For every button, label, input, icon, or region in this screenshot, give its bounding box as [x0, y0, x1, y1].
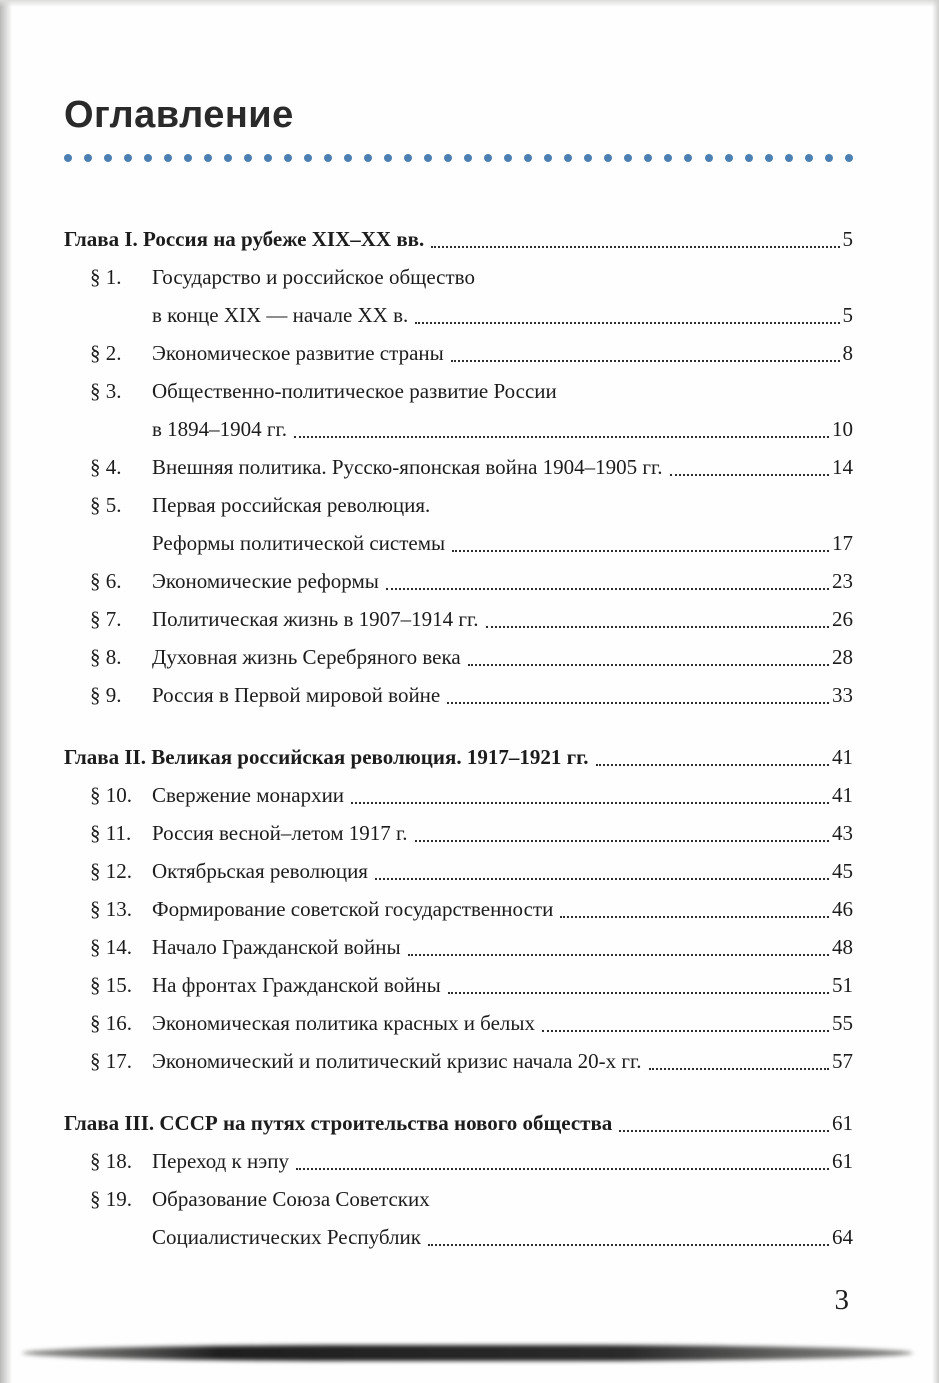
entry-title: Экономические реформы — [152, 569, 379, 593]
entry-line — [152, 676, 853, 714]
decorative-dot — [64, 154, 72, 162]
entry-line — [152, 1142, 853, 1180]
dot-leader — [428, 1244, 829, 1246]
entry-title: Экономический и политический кризис начала 20-х гг. — [152, 1049, 642, 1073]
dot-leader — [452, 550, 829, 552]
entry-line — [152, 1180, 853, 1218]
dot-leader — [415, 840, 830, 842]
entry-title: Социалистических Республик — [152, 1225, 421, 1249]
dot-leader — [560, 916, 829, 918]
page-bottom-shadow — [22, 1345, 913, 1361]
entry-title: Духовная жизнь Серебряного века — [152, 645, 461, 669]
dot-leader — [408, 954, 829, 956]
entry-number: § 15. — [90, 973, 132, 997]
entry-body — [152, 890, 853, 928]
entry-line — [152, 852, 853, 890]
dot-leader — [542, 1030, 829, 1032]
entry-body — [152, 928, 853, 966]
entry-line — [152, 928, 853, 966]
decorative-dot — [805, 154, 813, 162]
dot-leader — [447, 702, 829, 704]
toc-chapter — [64, 220, 853, 714]
decorative-dot — [684, 154, 692, 162]
entry-number: § 19. — [90, 1187, 132, 1211]
entry-number: § 16. — [90, 1011, 132, 1035]
entry-body — [152, 776, 853, 814]
entry-page-number: 43 — [832, 821, 853, 845]
entry-page-number: 48 — [832, 935, 853, 959]
entry-line — [152, 776, 853, 814]
entry-body — [152, 676, 853, 714]
entry-line — [152, 372, 853, 410]
decorative-dot — [404, 154, 412, 162]
entry-line — [152, 1042, 853, 1080]
toc-entry — [90, 890, 853, 928]
chapter-page-number: 61 — [832, 1111, 853, 1135]
entry-title: Реформы политической системы — [152, 531, 446, 555]
entry-title: Россия в Первой мировой войне — [152, 683, 441, 707]
entry-line — [152, 448, 853, 486]
toc-entry — [90, 334, 853, 372]
entry-line — [152, 966, 853, 1004]
entry-line — [152, 562, 853, 600]
entry-line — [152, 638, 853, 676]
toc-entry — [90, 600, 853, 638]
entry-body — [152, 258, 853, 334]
toc-entry — [90, 776, 853, 814]
entry-line — [152, 258, 853, 296]
decorative-dot — [264, 154, 272, 162]
dot-leader — [415, 322, 839, 324]
dot-leader — [486, 626, 830, 628]
toc-chapter — [64, 738, 853, 1080]
toc-entry — [90, 258, 853, 334]
entry-page-number: 28 — [832, 645, 853, 669]
entry-page-number: 55 — [832, 1011, 853, 1035]
decorative-dot — [184, 154, 192, 162]
entry-body — [152, 600, 853, 638]
decorative-dot — [504, 154, 512, 162]
dot-leader — [468, 664, 829, 666]
entry-body — [152, 638, 853, 676]
decorative-dot — [344, 154, 352, 162]
entry-page-number: 46 — [832, 897, 853, 921]
entry-page-number: 51 — [832, 973, 853, 997]
chapter-heading — [64, 1104, 853, 1142]
entry-body — [152, 562, 853, 600]
entry-number: § 17. — [90, 1049, 132, 1073]
decorative-dot — [244, 154, 252, 162]
entry-line — [152, 296, 853, 334]
entry-body — [152, 486, 853, 562]
toc-entry — [90, 966, 853, 1004]
entry-line — [152, 890, 853, 928]
decorative-dot — [284, 154, 292, 162]
decorative-dot — [624, 154, 632, 162]
entry-title: Первая российская революция. — [152, 493, 431, 517]
decorative-dot — [705, 154, 713, 162]
entry-body — [152, 334, 853, 372]
toc-entry — [90, 1142, 853, 1180]
dot-leader — [375, 878, 829, 880]
dot-leader — [448, 992, 829, 994]
entry-body — [152, 1180, 853, 1256]
entry-body — [152, 1142, 853, 1180]
toc-entry — [90, 486, 853, 562]
chapter-heading-label: Глава III. СССР на путях строительства нового общества — [64, 1111, 613, 1135]
entry-line — [152, 814, 853, 852]
dot-leader — [431, 246, 839, 248]
toc-entry — [90, 448, 853, 486]
entry-page-number: 26 — [832, 607, 853, 631]
entry-body — [152, 814, 853, 852]
entry-number: § 7. — [90, 607, 122, 631]
dot-leader — [351, 802, 829, 804]
scan-edge-right — [932, 0, 939, 1383]
chapter-heading-label: Глава I. Россия на рубеже XIX–XX вв. — [64, 227, 425, 251]
entry-number: § 5. — [90, 493, 122, 517]
toc-chapter — [64, 1104, 853, 1256]
toc-entry — [90, 562, 853, 600]
decorative-dot — [484, 154, 492, 162]
entry-body — [152, 1042, 853, 1080]
entry-title: Экономическое развитие страны — [152, 341, 444, 365]
toc-entry — [90, 638, 853, 676]
decorative-dot — [364, 154, 372, 162]
toc-entry — [90, 814, 853, 852]
entry-page-number: 17 — [832, 531, 853, 555]
page-title: Оглавление — [64, 94, 294, 136]
entry-title: в конце XIX — начале XX в. — [152, 303, 409, 327]
decorative-dot — [84, 154, 92, 162]
entry-number: § 3. — [90, 379, 122, 403]
entry-title: Общественно-политическое развитие России — [152, 379, 557, 403]
entry-line — [152, 410, 853, 448]
entry-line — [152, 524, 853, 562]
decorative-dot — [584, 154, 592, 162]
entry-line — [152, 334, 853, 372]
scan-edge-top — [0, 0, 939, 7]
entry-number: § 14. — [90, 935, 132, 959]
entry-page-number: 23 — [832, 569, 853, 593]
decorative-dot — [304, 154, 312, 162]
dot-leader — [619, 1130, 829, 1132]
decorative-dot — [124, 154, 132, 162]
decorative-dot — [384, 154, 392, 162]
entry-body — [152, 966, 853, 1004]
entry-line — [152, 1218, 853, 1256]
entry-title: Начало Гражданской войны — [152, 935, 401, 959]
toc-entry — [90, 928, 853, 966]
title-dots — [64, 154, 853, 162]
entry-number: § 10. — [90, 783, 132, 807]
toc-entry — [90, 1042, 853, 1080]
folio-page-number: 3 — [834, 1284, 849, 1316]
chapter-page-number: 5 — [842, 227, 853, 251]
chapter-heading-label: Глава II. Великая российская революция. 1917–1921 гг. — [64, 745, 589, 769]
decorative-dot — [765, 154, 773, 162]
toc-entry — [90, 1004, 853, 1042]
entry-page-number: 14 — [832, 455, 853, 479]
decorative-dot — [845, 154, 853, 162]
entry-number: § 13. — [90, 897, 132, 921]
dot-leader — [596, 764, 829, 766]
decorative-dot — [544, 154, 552, 162]
decorative-dot — [785, 154, 793, 162]
entry-title: Экономическая политика красных и белых — [152, 1011, 536, 1035]
entry-number: § 11. — [90, 821, 132, 845]
entry-number: § 8. — [90, 645, 122, 669]
toc-entry — [90, 1180, 853, 1256]
dot-leader — [649, 1068, 830, 1070]
decorative-dot — [664, 154, 672, 162]
decorative-dot — [464, 154, 472, 162]
toc-entry — [90, 852, 853, 890]
entry-title: На фронтах Гражданской войны — [152, 973, 441, 997]
entry-title: Государство и российское общество — [152, 265, 475, 289]
decorative-dot — [745, 154, 753, 162]
chapter-heading — [64, 738, 853, 776]
toc-entry — [90, 372, 853, 448]
dot-leader — [670, 474, 829, 476]
entry-body — [152, 448, 853, 486]
entry-page-number: 45 — [832, 859, 853, 883]
decorative-dot — [825, 154, 833, 162]
entry-line — [152, 600, 853, 638]
dot-leader — [296, 1168, 829, 1170]
decorative-dot — [144, 154, 152, 162]
entry-number: § 2. — [90, 341, 122, 365]
entry-title: Образование Союза Советских — [152, 1187, 430, 1211]
toc-entry — [90, 676, 853, 714]
decorative-dot — [104, 154, 112, 162]
entry-page-number: 64 — [832, 1225, 853, 1249]
entry-title: Формирование советской государственности — [152, 897, 554, 921]
decorative-dot — [164, 154, 172, 162]
entry-page-number: 8 — [842, 341, 853, 365]
entry-number: § 1. — [90, 265, 122, 289]
decorative-dot — [604, 154, 612, 162]
decorative-dot — [324, 154, 332, 162]
toc-list — [64, 220, 853, 1256]
decorative-dot — [524, 154, 532, 162]
decorative-dot — [564, 154, 572, 162]
decorative-dot — [444, 154, 452, 162]
chapter-page-number: 41 — [832, 745, 853, 769]
dot-leader — [294, 436, 829, 438]
dot-leader — [386, 588, 829, 590]
entry-title: Свержение монархии — [152, 783, 345, 807]
entry-number: § 12. — [90, 859, 132, 883]
entry-number: § 9. — [90, 683, 122, 707]
entry-line — [152, 1004, 853, 1042]
decorative-dot — [644, 154, 652, 162]
entry-title: в 1894–1904 гг. — [152, 417, 288, 441]
decorative-dot — [204, 154, 212, 162]
scan-edge-left — [0, 0, 12, 1383]
entry-title: Октябрьская революция — [152, 859, 368, 883]
decorative-dot — [224, 154, 232, 162]
entry-page-number: 57 — [832, 1049, 853, 1073]
entry-body — [152, 852, 853, 890]
entry-title: Политическая жизнь в 1907–1914 гг. — [152, 607, 479, 631]
entry-page-number: 33 — [832, 683, 853, 707]
entry-number: § 18. — [90, 1149, 132, 1173]
decorative-dot — [725, 154, 733, 162]
entry-body — [152, 1004, 853, 1042]
decorative-dot — [424, 154, 432, 162]
entry-title: Россия весной–летом 1917 г. — [152, 821, 408, 845]
entry-page-number: 61 — [832, 1149, 853, 1173]
entry-line — [152, 486, 853, 524]
entry-page-number: 10 — [832, 417, 853, 441]
entry-page-number: 5 — [842, 303, 853, 327]
dot-leader — [451, 360, 840, 362]
entry-body — [152, 372, 853, 448]
entry-number: § 6. — [90, 569, 122, 593]
chapter-heading — [64, 220, 853, 258]
entry-title: Внешняя политика. Русско-японская война 1904–1905 гг. — [152, 455, 663, 479]
entry-title: Переход к нэпу — [152, 1149, 290, 1173]
entry-number: § 4. — [90, 455, 122, 479]
entry-page-number: 41 — [832, 783, 853, 807]
